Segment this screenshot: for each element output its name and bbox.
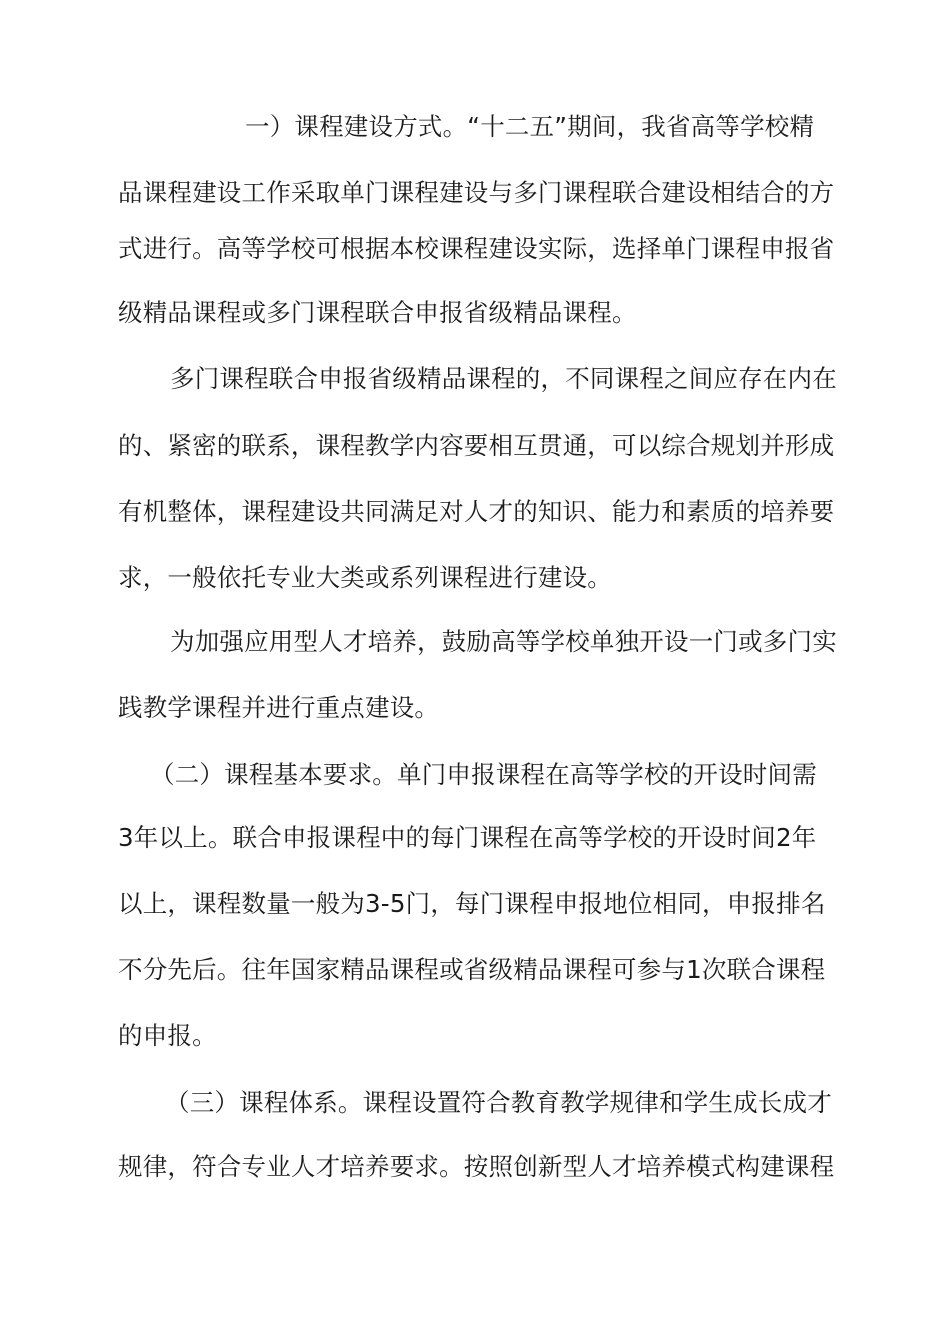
paragraph-2-line-4: 求，一般依托专业大类或系列课程进行建设。 xyxy=(118,563,612,592)
paragraph-1-line-1: 一）课程建设方式。“十二五”期间，我省高等学校精 xyxy=(245,112,815,141)
paragraph-1-line-4: 级精品课程或多门课程联合申报省级精品课程。 xyxy=(118,298,637,327)
paragraph-1-line-3: 式进行。高等学校可根据本校课程建设实际，选择单门课程申报省 xyxy=(118,234,835,263)
paragraph-4-line-4: 不分先后。往年国家精品课程或省级精品课程可参与1次联合课程 xyxy=(118,955,826,984)
paragraph-1-line-2: 品课程建设工作采取单门课程建设与多门课程联合建设相结合的方 xyxy=(118,178,835,207)
paragraph-4-line-5: 的申报。 xyxy=(118,1021,217,1050)
paragraph-3-line-1: 为加强应用型人才培养，鼓励高等学校单独开设一门或多门实 xyxy=(170,627,837,656)
paragraph-2-line-3: 有机整体，课程建设共同满足对人才的知识、能力和素质的培养要 xyxy=(118,497,835,526)
paragraph-4-line-3: 以上，课程数量一般为3-5门，每门课程申报地位相同，申报排名 xyxy=(118,889,826,918)
paragraph-5-line-1: （三）课程体系。课程设置符合教育教学规律和学生成长成才 xyxy=(165,1088,832,1117)
paragraph-2-line-1: 多门课程联合申报省级精品课程的，不同课程之间应存在内在 xyxy=(170,364,837,393)
paragraph-4-line-2: 3年以上。联合申报课程中的每门课程在高等学校的开设时间2年 xyxy=(118,823,817,852)
paragraph-5-line-2: 规律，符合专业人才培养要求。按照创新型人才培养模式构建课程 xyxy=(118,1152,835,1181)
paragraph-2-line-2: 的、紧密的联系，课程教学内容要相互贯通，可以综合规划并形成 xyxy=(118,431,835,460)
paragraph-3-line-2: 践教学课程并进行重点建设。 xyxy=(118,693,440,722)
paragraph-4-line-1: （二）课程基本要求。单门申报课程在高等学校的开设时间需 xyxy=(150,760,817,789)
